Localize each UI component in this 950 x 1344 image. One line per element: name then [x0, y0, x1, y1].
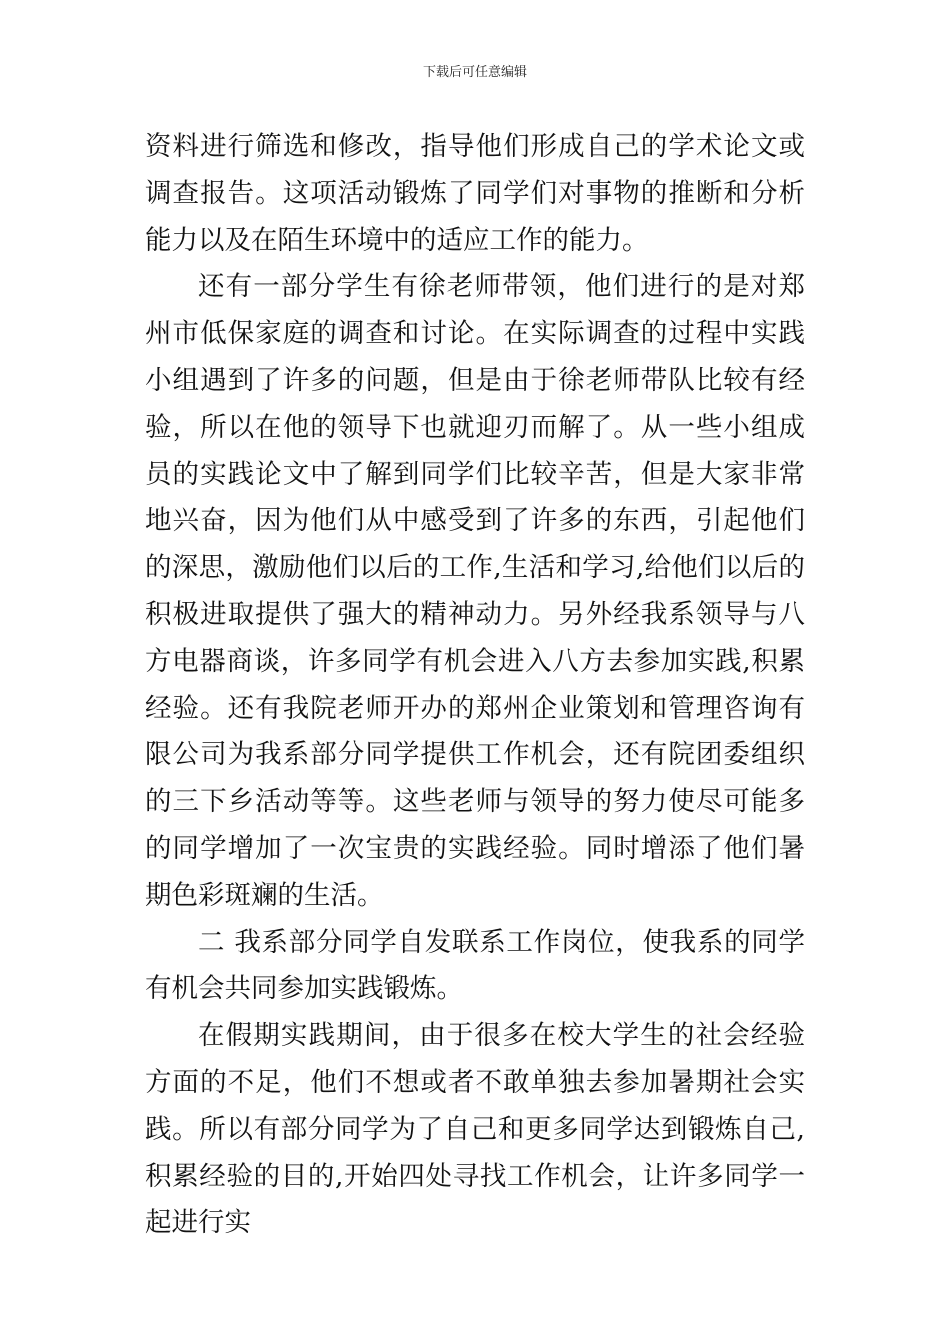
paragraph-1: 资料进行筛选和修改，指导他们形成自己的学术论文或调查报告。这项活动锻炼了同学们对事物的推断和分析能力以及在陌生环境中的适应工作的能力。 [145, 131, 805, 256]
paragraph-4: 在假期实践期间，由于很多在校大学生的社会经验方面的不足，他们不想或者不敢单独去参加暑期社会实践。所以有部分同学为了自己和更多同学达到锻炼自己,积累经验的目的,开始四处寻找工作机会，让许多同学一起进行实 [145, 1020, 805, 1239]
document-body [145, 124, 805, 1247]
paragraph-3: 二 我系部分同学自发联系工作岗位，使我系的同学有机会共同参加实践锻炼。 [145, 926, 805, 1005]
page-header: 下载后可任意编辑 [422, 65, 527, 80]
paragraph-2: 还有一部分学生有徐老师带领，他们进行的是对郑州市低保家庭的调查和讨论。在实际调查的过程中实践小组遇到了许多的问题，但是由于徐老师带队比较有经验，所以在他的领导下也就迎刃而解了。从一些小组成员的实践论文中了解到同学们比较辛苦，但是大家非常地兴奋，因为他们从中感受到了许多的东西，引起他们的深思，激励他们以后的工作,生活和学习,给他们以后的积极进取提供了强大的精神动力。另外经我系领导与八方电器商谈，许多同学有机会进入八方去参加实践,积累经验。还有我院老师开办的郑州企业策划和管理咨询有限公司为我系部分同学提供工作机会，还有院团委组织的三下乡活动等等。这些老师与领导的努力使尽可能多的同学增加了一次宝贵的实践经验。同时增添了他们暑期色彩斑斓的生活。 [145, 271, 805, 911]
